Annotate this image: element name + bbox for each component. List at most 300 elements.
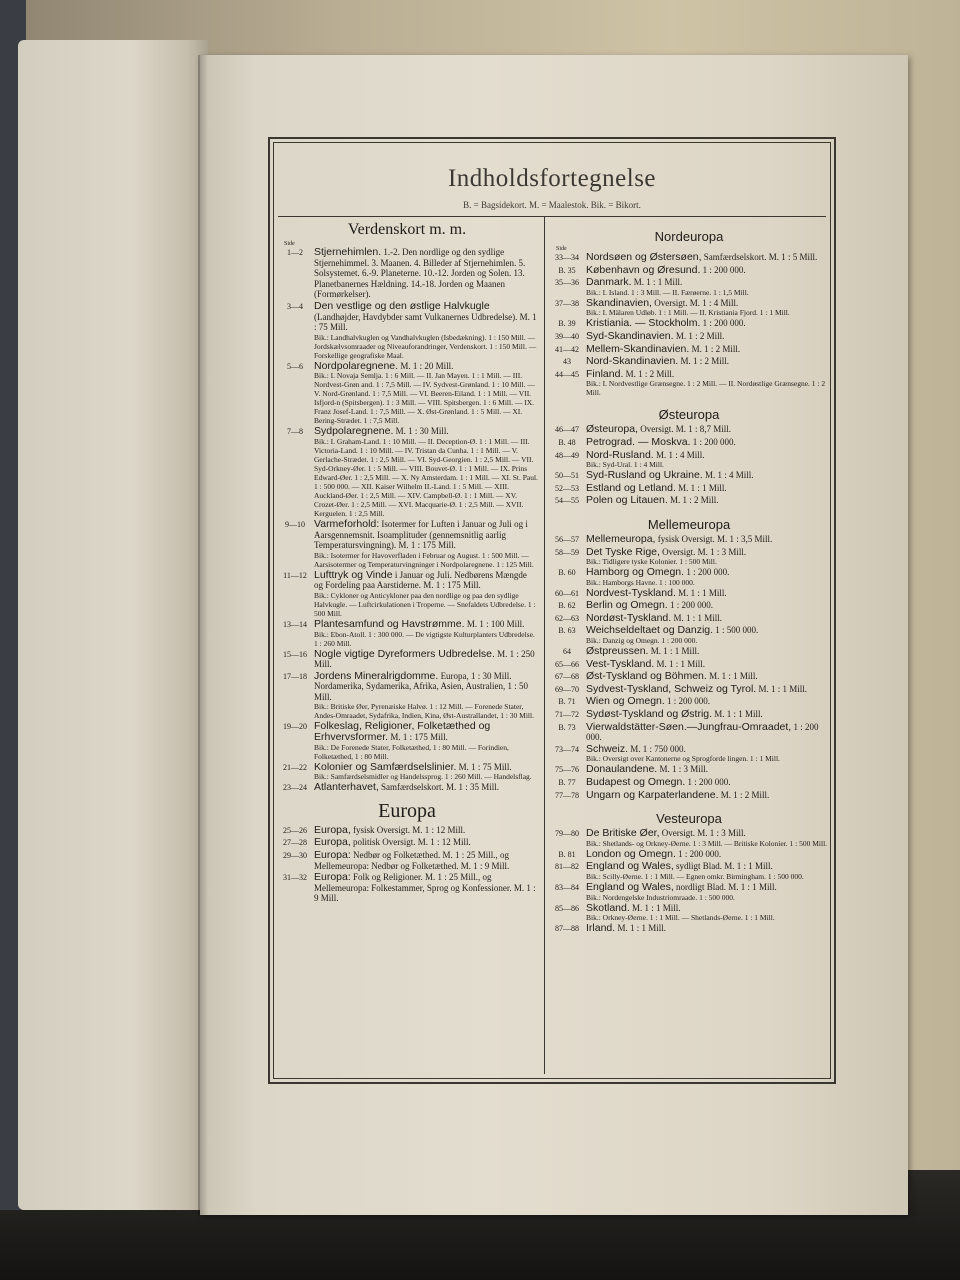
contents-entry (276, 671, 538, 721)
page-number: 1—2 (287, 248, 303, 257)
map-title: Kristiania. — Stockholm. (586, 317, 701, 330)
inset-note: Bik.: Hamborgs Havne. 1 : 100 000. (586, 577, 695, 587)
entry-line (586, 696, 830, 707)
contents-entry (548, 828, 830, 848)
column-divider (544, 216, 545, 1074)
page-number: 31—32 (283, 873, 307, 883)
inset-note: Bik.: Nordengelske Industriomraade. 1 : 500 000. (586, 892, 735, 902)
map-description: i Januar og Juli. Nedbørens Mængde og Fordeling paa Aarstiderne. M. 1 : 175 Mill. (314, 569, 527, 591)
page-number: B. 62 (558, 601, 576, 611)
map-title: Berlin og Omegn. (586, 599, 668, 612)
entry-body (314, 850, 538, 871)
map-title: Europa, (314, 823, 351, 836)
entry-body (586, 625, 830, 645)
inset-note: Bik.: Cykloner og Anticykloner paa den nordlige og paa den sydlige Halvkugle. — Luftcirkulationen i Troperne. — Snefaldets Udbredelse. 1 : 500 Mill. (314, 590, 536, 618)
inset-note: Bik.: Isotermer for Havoverfladen i Februar og August. 1 : 500 Mill. — Aarsisotermer og Temperaturvingninger i Nordpolaregnene. 1 : 125 Mill. (314, 550, 534, 569)
entry-line (586, 722, 830, 743)
page-number: 23—24 (283, 783, 307, 793)
map-description: sydligt Blad. M. 1 : 1 Mill. (676, 861, 773, 872)
entry-body (314, 649, 538, 670)
map-description: M. 1 : 1 Mill. (617, 923, 666, 934)
contents-entry (276, 782, 538, 794)
contents-entry (548, 252, 830, 264)
entry-line (586, 534, 830, 545)
map-description: Oversigt. M. 1 : 4 Mill. (654, 297, 739, 308)
page-number: 25—26 (283, 825, 307, 835)
entry-body (314, 671, 538, 721)
contents-entry (548, 659, 830, 671)
entry-line (586, 567, 830, 578)
entry-body (586, 659, 830, 671)
contents-entry (548, 483, 830, 495)
entry-line (586, 613, 830, 624)
map-title: Nord-Skandinavien. (586, 355, 679, 368)
map-title: Mellem-Skandinavien. (586, 342, 690, 355)
page-number: 54—55 (555, 496, 579, 506)
entry-body (314, 721, 538, 760)
inset-note: Bik.: De Forenede Stater, Folketæthed, 1 : 80 Mill. — Forindien, Folketæthed, 1 : 80 Mill. (314, 742, 509, 761)
entry-body (586, 684, 830, 696)
entry-body (586, 696, 830, 708)
entry-line (314, 837, 538, 848)
map-description: Oversigt. M. 1 : 8,7 Mill. (640, 424, 731, 435)
map-title: Skandinavien, (586, 296, 652, 309)
inset-note: Bik.: Britiske Øer, Pyrenæiske Halvø. 1 : 12 Mill. — Forenede Stater, Andes-Omraadet, Sydafrika, Indien, Kina, Øst-Australlandet, 1 : 30 Mill. (314, 702, 534, 721)
entry-line (586, 882, 830, 893)
map-description: M. 1 : 2 Mill. (675, 330, 725, 341)
map-title: Sydpolaregnene. (314, 425, 394, 438)
page-number: 3—4 (287, 301, 303, 311)
contents-entry (548, 709, 830, 721)
contents-entry (548, 646, 830, 658)
contents-entry (548, 369, 830, 398)
page-number: 41—42 (555, 344, 579, 354)
map-description: Isotermer for Luften i Januar og Juli og i Aarsgennemsnit. Isoamplituder (gennemsnitlig aarlig Temperatursvingning). M. 1 : 175 Mill. (314, 518, 528, 551)
page-number: 39—40 (555, 331, 579, 341)
page-number: 35—36 (555, 278, 579, 288)
page-number: 62—63 (555, 613, 579, 623)
page-number: 67—68 (555, 672, 579, 682)
map-title: Weichseldeltaet og Danzig. (586, 624, 714, 637)
inset-note: Bik.: Landhalvkuglen og Vandhalvkuglen (Isbedækning). 1 : 150 Mill. — Jordskælvsomraader og Niveauforandringer, Verdenskort. 1 : 150 Mill. — Forskellige geografiske Maal. (314, 332, 537, 360)
entry-line (314, 519, 538, 551)
entry-line (314, 247, 538, 300)
map-title: Petrograd. — Moskva. (586, 435, 691, 448)
entry-body (314, 426, 538, 518)
map-title: Nordvest-Tyskland. (586, 586, 676, 599)
page-number: 15—16 (283, 649, 307, 659)
page-number: 75—76 (555, 765, 579, 775)
entry-body (314, 762, 538, 782)
contents-entry (548, 331, 830, 343)
entry-body (586, 764, 830, 776)
map-title: Den vestlige og den østlige Halvkugle (314, 299, 490, 312)
inset-note: Bik.: Syd-Ural. 1 : 4 Mill. (586, 460, 664, 470)
page-number: B. 71 (558, 697, 576, 707)
entry-body (586, 828, 830, 848)
map-title: De Britiske Øer, (586, 827, 660, 840)
inset-note: Bik.: Scilly-Øerne. 1 : 1 Mill. — Egnen omkr. Birmingham. 1 : 500 000. (586, 871, 804, 881)
entry-body (314, 301, 538, 360)
entry-body (586, 777, 830, 789)
contents-entry (548, 790, 830, 802)
contents-entry (548, 684, 830, 696)
map-title: Nordsøen og Østersøen, (586, 251, 702, 263)
map-description: M. 1 : 20 Mill. (400, 360, 454, 371)
entry-line (586, 764, 830, 775)
contents-entry (276, 570, 538, 618)
entry-line (314, 782, 538, 793)
map-title: Mellemeuropa, (586, 532, 656, 545)
page-number: 58—59 (555, 547, 579, 557)
page-number: 52—53 (555, 483, 579, 493)
entry-body (586, 722, 830, 743)
map-title: Estland og Letland. (586, 481, 676, 494)
page-number: 7—8 (287, 427, 303, 437)
right-column (548, 219, 830, 936)
contents-entry (548, 923, 830, 935)
contents-entry (276, 361, 538, 426)
page-number: 44—45 (555, 369, 579, 379)
map-description: M. 1 : 1 Mill. (650, 646, 700, 657)
contents-entry (548, 265, 830, 277)
entry-body (314, 782, 538, 794)
page-number: 56—57 (555, 534, 579, 544)
entry-line (314, 762, 538, 773)
map-description: M. 1 : 1 Mill. (758, 683, 807, 694)
map-title: Hamborg og Omegn. (586, 566, 685, 579)
entry-line (586, 437, 830, 448)
map-description: M. 1 : 100 Mill. (466, 618, 525, 629)
map-description: M. 1 : 75 Mill. (458, 761, 512, 772)
section-heading: Mellemeuropa (647, 516, 731, 532)
contents-entry (548, 671, 830, 683)
contents-entry (548, 744, 830, 764)
entry-body (586, 277, 830, 297)
page-number: 46—47 (555, 425, 579, 435)
page-number: 9—10 (285, 519, 305, 529)
map-title: Sydvest-Tyskland, Schweiz og Tyrol. (586, 682, 757, 695)
inset-note: Bik.: I. Mälaren Udløb. 1 : 1 Mill. — II. Kristiania Fjord. 1 : 1 Mill. (586, 308, 790, 318)
map-title: Kolonier og Samfærdselslinier. (314, 760, 457, 773)
entry-body (586, 567, 830, 587)
entry-line (586, 600, 830, 611)
entry-body (586, 744, 830, 764)
inset-note: Bik.: Samfærdselsmidler og Handelssprog. 1 : 260 Mill. — Handelsflag. (314, 772, 532, 782)
entry-body (586, 331, 830, 343)
map-title: Nordpolaregnene. (314, 359, 399, 372)
page-number: 43 (563, 357, 571, 367)
entry-line (586, 318, 830, 329)
entry-line (586, 277, 830, 288)
map-title: Lufttryk og Vinde (314, 568, 393, 581)
entry-body (586, 709, 830, 721)
contents-entry (548, 722, 830, 743)
header-divider (278, 216, 826, 217)
entry-body (314, 837, 538, 849)
entry-body (314, 825, 538, 837)
section-heading: Nordeuropa (654, 229, 724, 244)
map-description: M. 1 : 1 Mill. (678, 482, 727, 493)
map-title: Plantesamfund og Havstrømme. (314, 617, 465, 630)
entry-line (314, 361, 538, 372)
map-description: M. 1 : 2 Mill. (669, 495, 719, 506)
map-description: M. 1 : 1 Mill. (633, 277, 683, 288)
contents-entry (276, 619, 538, 648)
entry-line (314, 649, 538, 670)
page-number: 19—20 (283, 722, 307, 732)
map-description: Samfærdselskort. M. 1 : 5 Mill. (703, 252, 818, 262)
contents-frame (268, 137, 836, 1084)
section-heading: Østeuropa (658, 407, 720, 423)
map-description: 1 : 200 000. (678, 848, 722, 859)
map-description: M. 1 : 2 Mill. (691, 343, 741, 354)
contents-entry (276, 721, 538, 760)
entry-body (314, 247, 538, 300)
entry-body (314, 872, 538, 904)
map-title: Jordens Mineralrigdomme. (314, 669, 439, 682)
map-description: 1.-2. Den nordlige og den sydlige Stjernehimmel. 3. Maanen. 4. Billeder af Stjernehimlen. 5. Solsystemet. 6.-9. Planeterne. 10.-12. Jorden og Solen. 13. Planetbanernes Hældning. 14.-18. Jorden og Maanen (Formørkelser). (314, 247, 526, 300)
page-number: 60—61 (555, 588, 579, 598)
entry-line (586, 495, 830, 506)
entry-line (586, 903, 830, 914)
page-number: 29—30 (283, 851, 307, 861)
entry-body (586, 424, 830, 436)
page-number: 5—6 (287, 361, 303, 371)
map-title: Østpreussen. (586, 645, 649, 658)
entry-line (586, 298, 830, 309)
contents-entry (548, 547, 830, 567)
entry-line (586, 923, 830, 934)
map-title: Øst-Tyskland og Böhmen. (586, 670, 707, 683)
page-number: 83—84 (555, 882, 579, 892)
entry-body (586, 437, 830, 449)
entry-body (586, 483, 830, 495)
contents-entry (548, 534, 830, 546)
entry-body (586, 298, 830, 318)
map-title: London og Omegn. (586, 847, 676, 860)
entry-line (586, 344, 830, 355)
entry-body (314, 570, 538, 618)
map-description: M. 1 : 750 000. (630, 743, 686, 754)
page-number: 73—74 (555, 744, 579, 754)
map-description: 1 : 200 000. (686, 567, 730, 578)
map-description: M. 1 : 1 Mill. (632, 902, 681, 913)
entry-line (314, 872, 538, 904)
map-title: Sydøst-Tyskland og Østrig. (586, 708, 713, 721)
map-description: (Landhøjder, Havdybder samt Vulkanernes Udbredelse). M. 1 : 75 Mill. (314, 311, 537, 333)
contents-entry (548, 344, 830, 356)
map-title: England og Wales, (586, 860, 674, 873)
map-description: 1 : 500 000. (715, 625, 759, 636)
map-title: Det Tyske Rige, (586, 545, 660, 558)
map-title: Stjernehimlen. (314, 246, 382, 258)
contents-entry (276, 850, 538, 871)
page-number: 37—38 (555, 298, 579, 308)
inset-note: Bik.: Shetlands- og Orkney-Øerne. 1 : 3 Mill. — Britiske Kolonier. 1 : 500 Mill. (586, 838, 828, 848)
entry-body (586, 470, 830, 482)
entry-body (586, 318, 830, 330)
entry-body (586, 369, 830, 398)
entry-body (586, 356, 830, 368)
map-description: 1 : 200 000. (586, 721, 819, 743)
contents-entry (548, 588, 830, 600)
page-number: 85—86 (555, 903, 579, 913)
page-number: 65—66 (555, 659, 579, 669)
entry-body (586, 495, 830, 507)
entry-body (586, 882, 830, 902)
page-number: 11—12 (283, 570, 307, 580)
contents-entry (548, 298, 830, 318)
inset-note: Bik.: I. Nordvestlige Grænsegne. 1 : 2 Mill. — II. Nordøstlige Grænsegne. 1 : 2 Mill. (586, 379, 826, 398)
entry-line (586, 588, 830, 599)
map-description: Nedbør og Folketæthed. M. 1 : 25 Mill., og Mellemeuropa: Nedbør og Folketæthed. M. 1 : 9 Mill. (314, 850, 510, 871)
map-description: politisk Oversigt. M. 1 : 12 Mill. (353, 837, 471, 848)
map-description: fysisk Oversigt. M. 1 : 3,5 Mill. (657, 533, 773, 544)
page-number: 13—14 (283, 619, 307, 629)
page-number: B. 63 (558, 626, 576, 636)
map-title: England og Wales, (586, 880, 674, 893)
entry-body (586, 600, 830, 612)
inset-note: Bik.: Ebon-Atoll. 1 : 300 000. — De vigtigste Kulturplanters Udbredelse. 1 : 260 Mill. (314, 629, 535, 648)
page-number: B. 81 (558, 849, 576, 859)
map-description: M. 1 : 2 Mill. (720, 789, 770, 800)
entry-body (314, 361, 538, 426)
section-heading: Europa (378, 799, 436, 822)
entry-line (586, 684, 830, 695)
map-description: M. 1 : 1 Mill. (709, 671, 758, 682)
contents-entry (548, 356, 830, 368)
map-description: nordligt Blad. M. 1 : 1 Mill. (676, 881, 777, 892)
map-title: Vest-Tyskland. (586, 657, 655, 670)
page-number: 79—80 (555, 829, 579, 839)
contents-entry (548, 495, 830, 507)
entry-body (586, 344, 830, 356)
entry-body (586, 252, 830, 264)
entry-line (314, 721, 538, 742)
map-description: fysisk Oversigt. M. 1 : 12 Mill. (353, 824, 466, 835)
entry-body (586, 265, 830, 277)
entry-body (586, 923, 830, 935)
map-title: Polen og Litauen. (586, 494, 668, 507)
contents-entry (276, 837, 538, 849)
entry-body (586, 534, 830, 546)
entry-line (586, 744, 830, 755)
map-description: Oversigt. M. 1 : 3 Mill. (662, 546, 747, 557)
contents-entry (548, 613, 830, 625)
inset-note: Bik.: Orkney-Øerne. 1 : 1 Mill. — Shetlands-Øerne. 1 : 1 Mill. (586, 913, 775, 923)
map-description: 1 : 200 000. (687, 777, 731, 787)
page-number: 81—82 (555, 862, 579, 872)
side-column-label: Side (556, 246, 567, 252)
contents-entry (548, 777, 830, 789)
map-title: Nogle vigtige Dyreformers Udbredelse. (314, 647, 495, 660)
map-title: København og Øresund. (586, 263, 701, 276)
page-number: 64 (563, 647, 571, 657)
contents-entry (276, 649, 538, 670)
entry-body (586, 450, 830, 470)
map-description: M. 1 : 30 Mill. (395, 426, 449, 437)
map-description: M. 1 : 250 Mill. (314, 648, 535, 670)
entry-line (586, 861, 830, 872)
page-number: B. 73 (558, 722, 576, 732)
entry-body (586, 588, 830, 600)
map-title: Budapest og Omegn. (586, 776, 686, 788)
map-description: M. 1 : 3 Mill. (659, 764, 708, 775)
entry-body (586, 613, 830, 625)
page-number: 71—72 (555, 710, 579, 720)
contents-entry (548, 470, 830, 482)
entry-line (586, 625, 830, 636)
entry-body (314, 619, 538, 648)
page-number: 27—28 (283, 838, 307, 848)
entry-body (586, 903, 830, 923)
map-title: Syd-Rusland og Ukraine. (586, 469, 703, 482)
map-description: M. 1 : 4 Mill. (704, 470, 754, 481)
contents-entry (276, 301, 538, 360)
entry-body (586, 861, 830, 881)
side-column-label: Side (284, 241, 295, 247)
contents-entry (548, 277, 830, 297)
abbreviation-legend: B. = Bagsidekort. M. = Maalestok. Bik. = Bikort. (463, 200, 641, 210)
entry-line (586, 265, 830, 276)
contents-entry (548, 625, 830, 645)
page-title: Indholdsfortegnelse (447, 165, 657, 192)
map-description: 1 : 200 000. (692, 436, 736, 447)
map-title: Finland. (586, 367, 624, 380)
page-number: 48—49 (555, 450, 579, 460)
map-title: Schweiz. (586, 742, 629, 755)
map-description: 1 : 200 000. (667, 696, 711, 707)
contents-entry (548, 567, 830, 587)
contents-entry (276, 872, 538, 904)
map-title: Folkeslag, Religioner, Folketæthed og Erhvervsformer. (314, 720, 491, 744)
contents-entry (548, 696, 830, 708)
map-title: Europa: (314, 849, 351, 862)
page-number: 87—88 (555, 924, 579, 934)
entry-line (586, 671, 830, 682)
page-number: B. 39 (558, 319, 576, 329)
contents-entry (548, 903, 830, 923)
map-title: Nord-Rusland. (586, 448, 654, 461)
map-description: M. 1 : 4 Mill. (655, 449, 705, 460)
section-heading: Verdenskort m. m. (347, 221, 467, 238)
map-description: M. 1 : 175 Mill. (390, 732, 448, 743)
entry-line (314, 426, 538, 437)
entry-line (314, 671, 538, 703)
map-title: Atlanterhavet, (314, 781, 379, 794)
contents-entry (548, 861, 830, 881)
entry-line (314, 570, 538, 591)
map-description: M. 1 : 2 Mill. (680, 356, 729, 367)
entry-line (586, 828, 830, 839)
map-description: M. 1 : 1 Mill. (673, 612, 722, 623)
map-title: Varmeforhold: (314, 517, 380, 530)
entry-line (586, 450, 830, 461)
contents-entry (548, 450, 830, 470)
entry-line (586, 646, 830, 657)
page-number: B. 77 (558, 778, 576, 787)
map-title: Vierwaldstätter-Søen.—Jungfrau-Omraadet, (586, 720, 792, 733)
contents-entry (276, 825, 538, 837)
contents-entry (548, 424, 830, 436)
entry-line (586, 356, 830, 367)
contents-entry (276, 762, 538, 782)
contents-entry (548, 600, 830, 612)
page-number: 17—18 (283, 671, 307, 681)
entry-line (586, 470, 830, 481)
entry-line (586, 483, 830, 494)
